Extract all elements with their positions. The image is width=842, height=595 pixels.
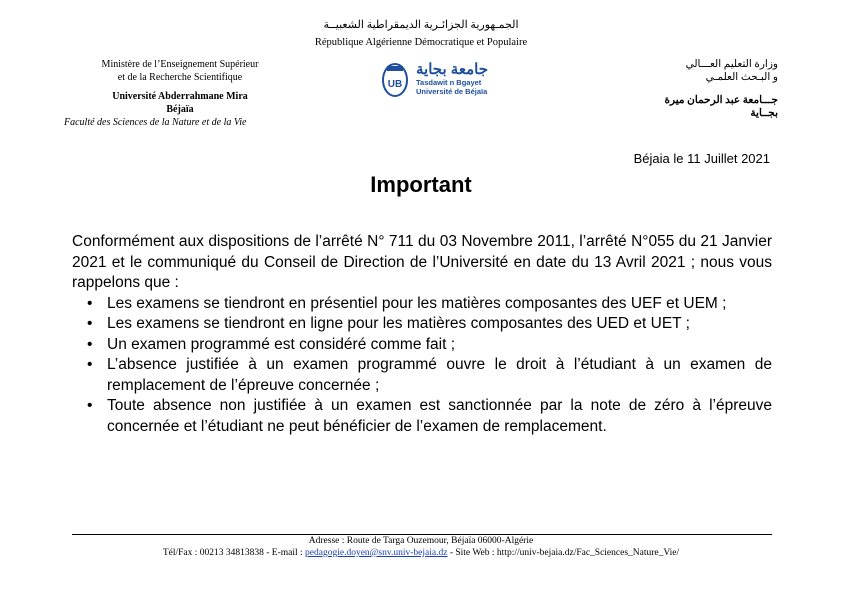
email-link[interactable]: pedagogie.doyen@snv.univ-bejaia.dz — [305, 548, 448, 558]
footer-divider — [72, 534, 772, 535]
logo-emblem-icon — [380, 60, 410, 98]
republic-french: République Algérienne Démocratique et Populaire — [314, 37, 528, 48]
ministry-arabic-line2: و البـحث العلمـي — [705, 72, 778, 83]
footer-address: Adresse : Route de Targa Ouzemour, Béjaïa 06000-Algérie — [308, 536, 534, 546]
ministry-arabic-line1: وزارة التعليم العـــالي — [685, 59, 778, 70]
university-arabic-line2: بجــاية — [750, 108, 778, 119]
university-arabic-line1: جـــامعة عبد الرحمان ميرة — [664, 95, 778, 106]
list-item: • Toute absence non justifiée à un examen est sanctionnée par la note de zéro à l’épreuve concernée et l’étudiant ne peut bénéficier de l’examen de remplacement. — [107, 396, 772, 437]
right-header-block — [578, 58, 778, 120]
logo-name-arabic: جامعة بجاية — [416, 61, 488, 78]
list-item: • Un examen programmé est considéré comme fait ; — [107, 335, 772, 356]
logo-name-french: Université de Béjaïa — [416, 87, 488, 96]
university-line2: Béjaïa — [166, 104, 194, 115]
list-item: • Les examens se tiendront en présentiel pour les matières composantes des UEF et UEM ; — [107, 294, 772, 315]
document-body — [72, 232, 772, 437]
faculty-name: Faculté des Sciences de la Nature et de la Vie — [64, 117, 247, 128]
list-item: • L’absence justifiée à un examen programmé ouvre le droit à l’étudiant à un examen de remplacement de l’épreuve concernée ; — [107, 355, 772, 396]
ministry-line2: et de la Recherche Scientifique — [117, 72, 243, 83]
document-date: Béjaia le 11 Juillet 2021 — [633, 151, 770, 166]
footer-contact — [0, 548, 842, 558]
intro-paragraph: Conformément aux dispositions de l’arrêté N° 711 du 03 Novembre 2011, l’arrêté N°055 du 21 Janvier 2021 et le communiqué du Conseil de Direction de l’Université en date du 13 Avril 2021 ; nous vous rappelons que : — [72, 233, 772, 291]
logo-name-berber: Tasdawit n Bgayet — [416, 78, 482, 87]
document-title: Important — [370, 172, 472, 197]
university-logo — [380, 60, 510, 100]
rules-list — [72, 294, 772, 438]
website-url: http://univ-bejaia.dz/Fac_Sciences_Nature_Vie/ — [496, 548, 680, 558]
republic-arabic: الجمـهورية الجزائـرية الديمقراطية الشعبيــة — [323, 19, 519, 31]
svg-text:UB: UB — [387, 79, 403, 90]
site-prefix: - Site Web : — [447, 548, 497, 558]
contact-prefix: Tél/Fax : 00213 34813838 - E-mail : — [162, 548, 306, 558]
list-item: • Les examens se tiendront en ligne pour les matières composantes des UED et UET ; — [107, 314, 772, 335]
ministry-line1: Ministère de l’Enseignement Supérieur — [101, 59, 259, 70]
university-line1: Université Abderrahmane Mira — [112, 91, 248, 102]
left-header-block — [50, 58, 310, 129]
